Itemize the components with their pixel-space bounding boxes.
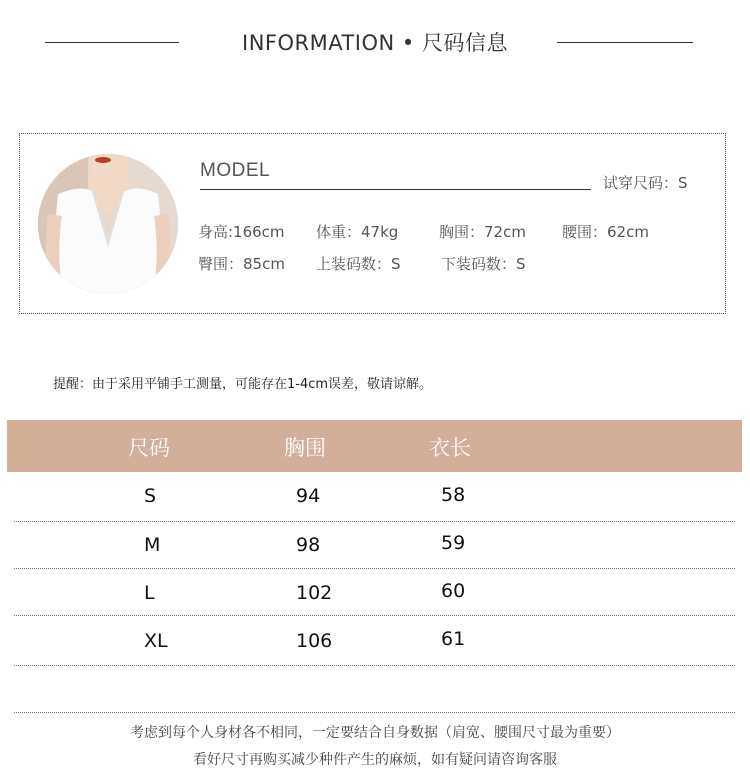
section-title: INFORMATION • 尺码信息 (242, 31, 508, 55)
model-waist: 腰围：62cm (562, 223, 649, 241)
model-label-underline (200, 189, 591, 190)
model-photo (38, 154, 178, 294)
bust-cell: 98 (296, 534, 321, 556)
size-cell: M (144, 534, 161, 556)
bust-cell: 106 (296, 630, 333, 652)
model-top-size: 上装码数：S (316, 255, 401, 273)
size-table-header (7, 420, 742, 472)
measurement-notice: 提醒：由于采用平铺手工测量，可能存在1-4cm误差，敬请谅解。 (53, 377, 433, 392)
length-cell: 61 (441, 628, 466, 650)
row-divider (14, 615, 735, 616)
bust-cell: 94 (296, 485, 321, 507)
header-size: 尺码 (128, 436, 170, 460)
size-cell: XL (144, 630, 168, 652)
model-bottom-size: 下装码数：S (441, 255, 526, 273)
bust-cell: 102 (296, 582, 333, 604)
model-hip: 臀围：85cm (198, 255, 285, 273)
size-cell: L (144, 582, 155, 604)
length-cell: 58 (441, 484, 466, 506)
header-divider-right (557, 42, 693, 43)
footer-note-2: 看好尺寸再购买减少种件产生的麻烦，如有疑问请咨询客服 (193, 752, 557, 768)
model-info-card (19, 133, 726, 314)
size-cell: S (144, 485, 157, 507)
model-photo-image (38, 154, 178, 294)
row-divider (14, 568, 735, 569)
trial-size: 试穿尺码：S (603, 174, 688, 192)
model-bust: 胸围：72cm (439, 223, 526, 241)
model-label: MODEL (200, 160, 271, 181)
row-divider (14, 665, 735, 666)
model-height: 身高:166cm (198, 223, 285, 241)
table-bottom-divider (14, 712, 735, 713)
header-bust: 胸围 (284, 436, 326, 460)
header-length: 衣长 (429, 436, 471, 460)
model-weight: 体重：47kg (316, 223, 399, 241)
row-divider (14, 521, 735, 522)
length-cell: 59 (441, 532, 466, 554)
footer-note-1: 考虑到每个人身材各不相同，一定要结合自身数据（肩宽、腰围尺寸最为重要） (130, 725, 620, 741)
length-cell: 60 (441, 580, 466, 602)
